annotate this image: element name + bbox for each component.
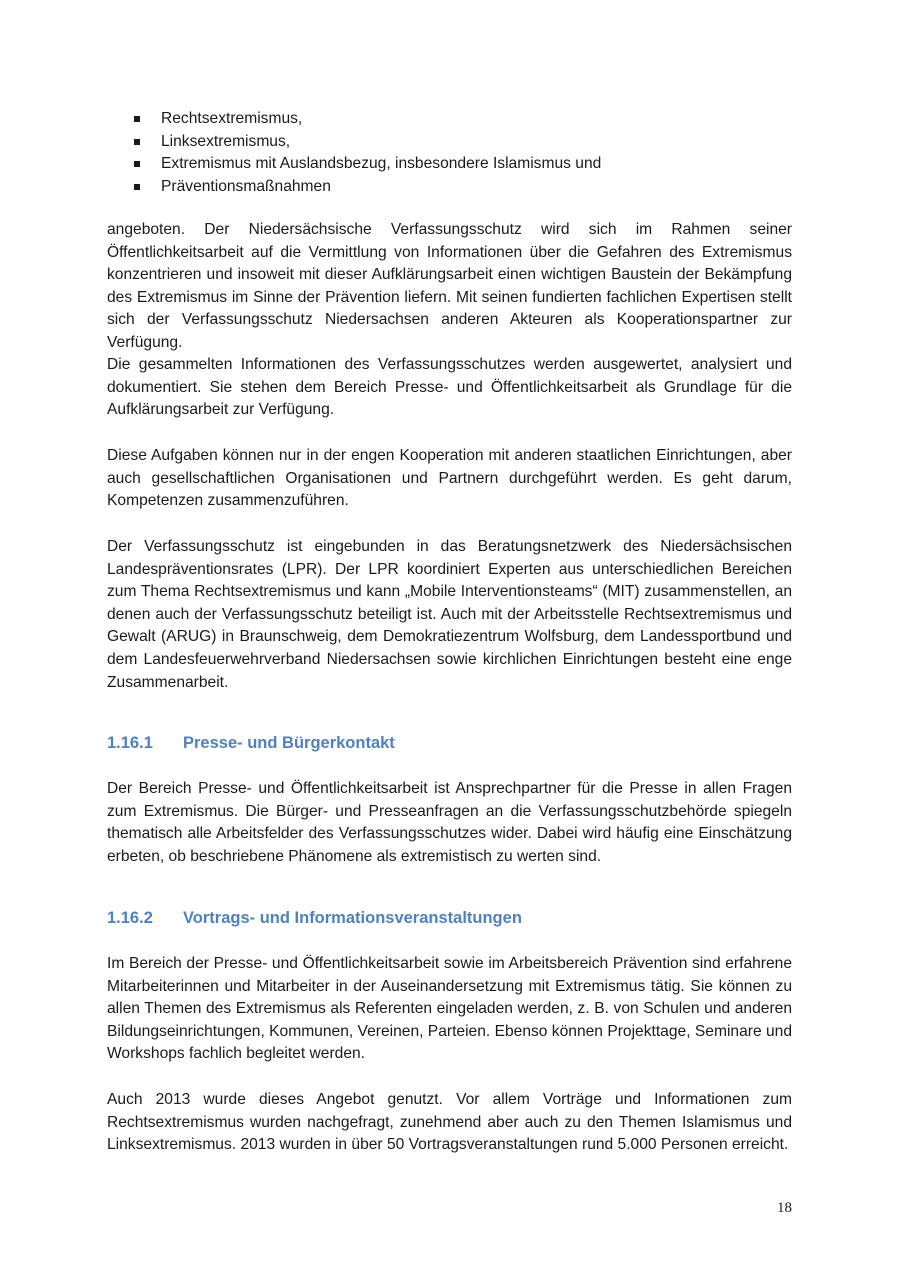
paragraph-statistics: Auch 2013 wurde dieses Angebot genutzt. Vor allem Vorträge und Informationen zum Rechtsextremismus wurden nachgefragt, zunehmend aber auch zu den Themen Islamismus und Linksextremismus. 2013 wurden in über 50 Vortragsveranstaltungen rund 5.000 Personen erreicht. — [107, 1091, 792, 1154]
section-heading-vortrag — [107, 907, 792, 929]
bullet-item — [107, 153, 792, 176]
bullet-text: Präventionsmaßnahmen — [161, 177, 331, 195]
bullet-item — [107, 176, 792, 199]
bullet-square-icon — [134, 116, 140, 122]
bullet-item — [107, 108, 792, 131]
section-heading-presse — [107, 732, 792, 754]
bullet-square-icon — [134, 139, 140, 145]
paragraph-vortrag: Im Bereich der Presse- und Öffentlichkeitsarbeit sowie im Arbeitsbereich Prävention sind erfahrene Mitarbeiterinnen und Mitarbeiter in der Auseinandersetzung mit Extremismus tätig. Sie können zu allen Themen des Extremismus als Referenten eingeladen werden, z. B. von Schulen und anderen Bildungseinrichtungen, Kommunen, Vereinen, Parteien. Ebenso können Projekttage, Seminare und Workshops fachlich begleitet werden. — [107, 955, 792, 1063]
bullet-text: Extremismus mit Auslandsbezug, insbesondere Islamismus und — [161, 155, 602, 172]
paragraph-intro: angeboten. Der Niedersächsische Verfassungsschutz wird sich im Rahmen seiner Öffentlichkeitsarbeit auf die Vermittlung von Informationen über die Gefahren des Extremismus konzentrieren und insoweit mit dieser Aufklärungsarbeit einen wichtigen Baustein der Bekämpfung des Extremismus im Sinne der Prävention liefern. Mit seinen fundierten fachlichen Expertisen stellt sich der Verfassungsschutz Niedersachsen anderen Akteuren als Kooperationspartner zur Verfügung. — [107, 221, 792, 351]
bullet-text: Linksextremismus, — [161, 132, 291, 150]
section-number: 1.16.1 — [107, 734, 153, 752]
section-number: 1.16.2 — [107, 909, 153, 927]
bullet-list — [107, 108, 792, 198]
bullet-item — [107, 131, 792, 154]
bullet-text: Rechtsextremismus, — [161, 110, 303, 127]
bullet-square-icon — [134, 161, 140, 167]
section-title: Presse- und Bürgerkontakt — [183, 734, 395, 752]
bullet-square-icon — [134, 184, 140, 190]
page-number: 18 — [777, 1200, 792, 1216]
paragraph-presse: Der Bereich Presse- und Öffentlichkeitsarbeit ist Ansprechpartner für die Presse in allen Fragen zum Extremismus. Die Bürger- und Presseanfragen an die Verfassungsschutzbehörde spiegeln thematisch alle Arbeitsfelder des Verfassungsschutzes wider. Dabei wird häufig eine Einschätzung erbeten, ob beschriebene Phänomene als extremistisch zu werten sind. — [107, 780, 792, 865]
paragraph-information: Die gesammelten Informationen des Verfassungsschutzes werden ausgewertet, analysiert und dokumentiert. Sie stehen dem Bereich Presse- und Öffentlichkeitsarbeit als Grundlage für die Aufklärungsarbeit zur Verfügung. — [107, 356, 792, 419]
paragraph-network: Der Verfassungsschutz ist eingebunden in das Beratungsnetzwerk des Niedersächsischen Landespräventionsrates (LPR). Der LPR koordiniert Experten aus unterschiedlichen Bereichen zum Thema Rechtsextremismus und kann „Mobile Interventionsteams“ (MIT) zusammenstellen, an denen auch der Verfassungsschutz beteiligt ist. Auch mit der Arbeitsstelle Rechtsextremismus und Gewalt (ARUG) in Braunschweig, dem Demokratiezentrum Wolfsburg, dem Landessportbund und dem Landesfeuerwehrverband Niedersachsen sowie kirchlichen Einrichtungen besteht eine enge Zusammenarbeit. — [107, 538, 792, 691]
paragraph-cooperation: Diese Aufgaben können nur in der engen Kooperation mit anderen staatlichen Einrichtungen, aber auch gesellschaftlichen Organisationen und Partnern durchgeführt werden. Es geht darum, Kompetenzen zusammenzuführen. — [107, 447, 792, 510]
section-title: Vortrags- und Informationsveranstaltungen — [183, 909, 522, 927]
